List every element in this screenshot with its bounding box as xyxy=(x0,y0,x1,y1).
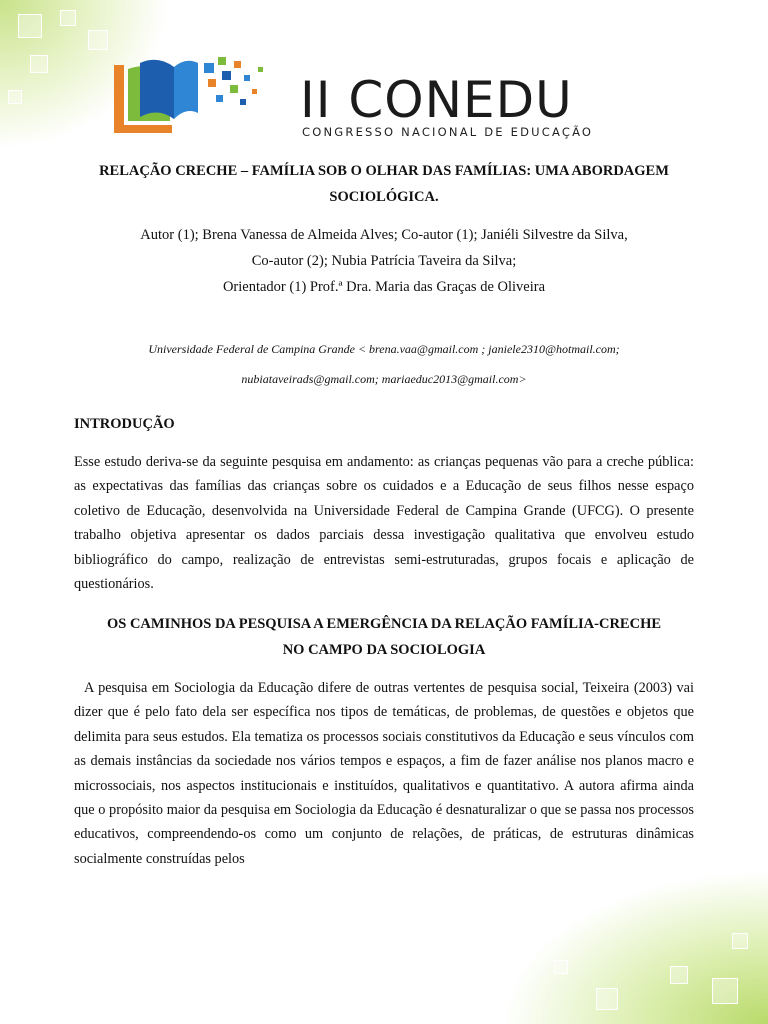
section-heading-introduction: INTRODUÇÃO xyxy=(74,416,175,432)
section-heading-line-2: NO CAMPO DA SOCIOLOGIA xyxy=(282,642,486,658)
introduction-paragraph: Esse estudo deriva-se da seguinte pesquisa em andamento: as crianças pequenas vão para a creche pública: as expectativas das famílias das crianças sobre os cuidados e a Educação de seus filhos nesse espaço coletivo de Educação, desenvolvida na Universidade Federal de Campina Grande (UFCG). O presente trabalho objetiva apresentar os dados parciais dessa investigação qualitativa que envolveu estudo bibliográfico do campo, realização de entrevistas semi-estruturadas, grupos focais e aplicação de questionários. xyxy=(74,454,694,593)
author-line-1: Autor (1); Brena Vanessa de Almeida Alves; Co-autor (1); Janiéli Silvestre da Silva, xyxy=(140,227,628,243)
author-line-2: Co-autor (2); Nubia Patrícia Taveira da Silva; xyxy=(251,253,517,269)
decorative-corner-bottom-right xyxy=(508,874,768,1024)
conference-logo xyxy=(112,55,594,145)
section-heading-research-paths xyxy=(60,611,708,663)
section-heading-line-1: OS CAMINHOS DA PESQUISA A EMERGÊNCIA DA RELAÇÃO FAMÍLIA-CRECHE xyxy=(106,616,662,632)
paper-title xyxy=(60,158,708,210)
logo-subtitle: CONGRESSO NACIONAL DE EDUCAÇÃO xyxy=(302,125,594,139)
author-list xyxy=(60,222,708,300)
affiliation-line-1: Universidade Federal de Campina Grande < brena.vaa@gmail.com ; janiele2310@hotmail.com; xyxy=(148,342,620,356)
logo-name: II CONEDU xyxy=(300,71,573,129)
affiliation xyxy=(60,334,708,394)
paper-title-line-2: SOCIOLÓGICA. xyxy=(329,189,439,205)
paper-title-line-1: RELAÇÃO CRECHE – FAMÍLIA SOB O OLHAR DAS FAMÍLIAS: UMA ABORDAGEM xyxy=(99,163,669,179)
author-line-3: Orientador (1) Prof.ª Dra. Maria das Graças de Oliveira xyxy=(222,279,546,295)
research-paths-paragraph: A pesquisa em Sociologia da Educação difere de outras vertentes de pesquisa social, Teixeira (2003) vai dizer que é pelo fato dela ser específica nos tipos de temáticas, de problemas, de questões e objetos que delimita para seus estudos. Ela tematiza os processos sociais constitutivos da Educação e seus vínculos com as demais instâncias da sociedade nos vários tempos e espaços, a fim de fazer análise nos planos macro e microssociais, nos aspectos institucionais e instituídos, qualitativos e quantitativo. A autora afirma ainda que o propósito maior da pesquisa em Sociologia da Educação é desnaturalizar o que se passa nos processos educativos, compreendendo-os como um conjunto de relações, de práticas, de estruturas dinâmicas socialmente construídas pelos xyxy=(74,680,694,867)
book-icon xyxy=(112,55,292,145)
affiliation-line-2: nubiataveirads@gmail.com; mariaeduc2013@gmail.com> xyxy=(241,372,527,386)
